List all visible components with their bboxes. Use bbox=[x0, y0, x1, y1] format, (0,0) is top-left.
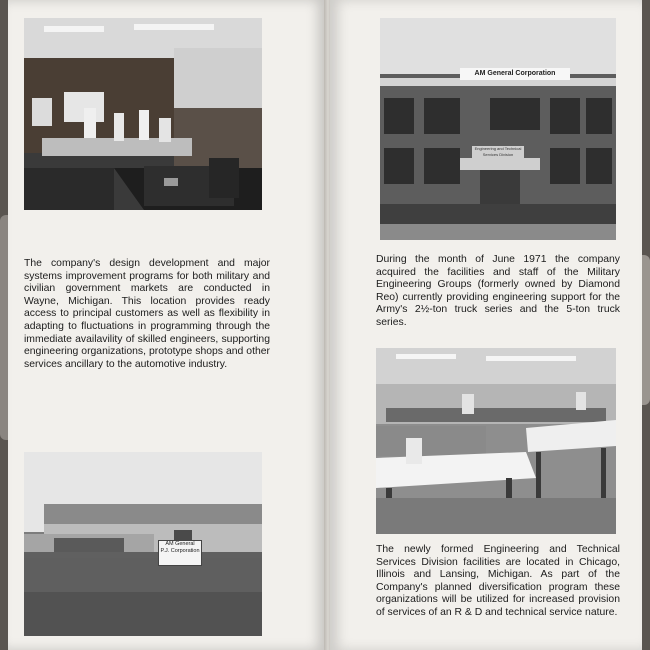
am-general-sign: AM General P.J. Corporation bbox=[158, 540, 202, 566]
wayne-facility-photo bbox=[24, 452, 262, 636]
left-page bbox=[8, 0, 326, 650]
right-page bbox=[330, 0, 642, 650]
drafting-room-photo bbox=[376, 348, 616, 534]
am-general-corporation-sign: AM General Corporation bbox=[460, 68, 570, 80]
engineering-services-paragraph: The newly formed Engineering and Technical Services Division facilities are located in Chicago, Illinois and Lansing, Michigan. As part of the Company's planned diversification program these organizations will be utilized for increased provision of services of an R & D and technical service nature. bbox=[376, 544, 620, 618]
military-engineering-paragraph: During the month of June 1971 the company acquired the facilities and staff of the Military Engineering Groups (formerly owned by Diamond Reo) currently providing engineering support for the Army's 2½-ton truck series and the 5-ton truck series. bbox=[376, 254, 620, 328]
am-general-building-photo bbox=[380, 18, 616, 240]
division-door-sign: Engineering and Technical Services Division bbox=[472, 146, 524, 164]
design-development-paragraph: The company's design development and major systems improvement programs for both military and civilian government markets are conducted in Wayne, Michigan. This location provides ready access to principal customers as well as flexibility in adapting to fluctuations in programming through the immediate availavility of skilled engineers, supporting engineering organizations, prototype shops and other services ancillary to the automotive industry. bbox=[24, 258, 270, 370]
office-meeting-photo bbox=[24, 18, 262, 210]
